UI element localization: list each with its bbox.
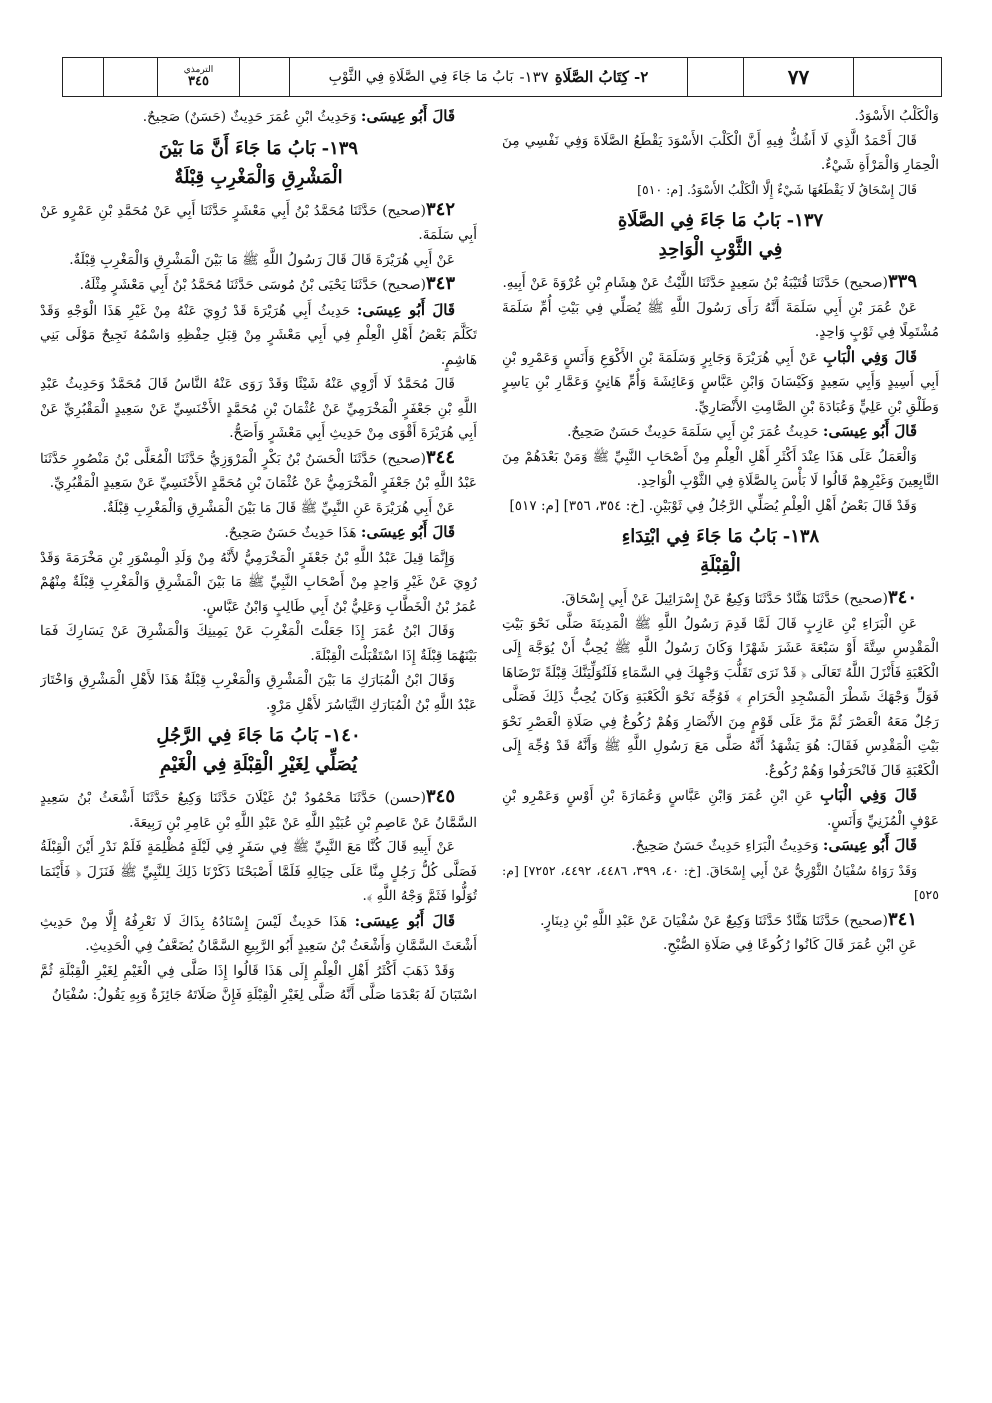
text-paragraph: وَإِنَّمَا قِيلَ عَبْدُ اللَّهِ بْنُ جَعْفَرٍ الْمَخْرَمِيُّ لأَنَّهُ مِنْ وَلَدِ الْمِسْوَرِ بْنِ مَخْرَمَةَ وَقَدْ رُوِيَ عَنْ غَيْرِ وَاحِدٍ مِنْ أَصْحَابِ النَّبِيِّ ﷺ مَا بَيْنَ الْمَشْرِقِ وَالْمَغْرِبِ قِبْلَةٌ مِنْهُمْ عُمَرُ بْنُ الْخَطَّابِ وَعَلِيُّ بْنُ أَبِي طَالِبٍ وَابْنُ عَبَّاسٍ. (40, 549, 477, 615)
isa-label: قَالَ أَبُو عِيسَى: (354, 911, 455, 930)
isa-text: وَحَدِيثُ الْبَرَاءِ حَدِيثٌ حَسَنٌ صَحِيحٌ. (631, 838, 819, 854)
isa-label: قَالَ أَبُو عِيسَى: (360, 523, 455, 541)
hadith-339 (502, 270, 939, 296)
isa-text: حَدِيثُ أَبِي هُرَيْرَةَ قَدْ رُوِيَ عَنْهُ مِنْ غَيْرِ هَذَا الْوَجْهِ وَقَدْ تَكَلَّمَ بَعْضُ أَهْلِ الْعِلْمِ فِي أَبِي مَعْشَرٍ مِنْ قِبَلِ حِفْظِهِ وَاسْمُهُ نَجِيحٌ مَوْلَى بَنِي هَاشِمٍ. (40, 302, 477, 368)
text-paragraph: وَقَالَ ابْنُ عُمَرَ إِذَا جَعَلْتَ الْمَغْرِبَ عَنْ يَمِينِكَ وَالْمَشْرِقَ عَنْ يَسَارِكَ فَمَا بَيْنَهُمَا قِبْلَةٌ إِذَا اسْتَقْبَلْتَ الْقِبْلَةَ. (40, 623, 477, 664)
chapter-separator: ١٣٧- (519, 68, 549, 86)
hadith-matn: عَنْ أَبِي هُرَيْرَةَ عَنِ النَّبِيِّ ﷺ قَالَ مَا بَيْنَ الْمَشْرِقِ وَالْمَغْرِبِ قِبْلَةٌ. (102, 499, 455, 516)
hadith-isnad: (صحيح) حَدَّثَنَا مُحَمَّدُ بْنُ أَبِي مَعْشَرٍ حَدَّثَنَا أَبِي عَنْ مُحَمَّدِ بْنِ عَمْرٍو عَنْ أَبِي سَلَمَةَ. (40, 202, 477, 243)
heading-line: ١٣٩- بَابُ مَا جَاءَ أَنَّ مَا بَيْنَ (158, 137, 359, 159)
hadith-343 (40, 272, 477, 298)
section-heading-138 (502, 522, 939, 580)
hadith-isnad: (حسن) حَدَّثَنَا مَحْمُودُ بْنُ غَيْلَانَ حَدَّثَنَا وَكِيعٌ حَدَّثَنَا أَشْعَثُ بْنُ سَعِيدٍ السَّمَّانُ عَنْ عَاصِمِ بْنِ عُبَيْدِ اللَّهِ عَنْ عَبْدِ اللَّهِ بْنِ عَامِرِ بْنِ رَبِيعَةَ. (40, 790, 477, 831)
header-chapter (289, 58, 687, 96)
bab-note (502, 345, 939, 420)
isa-note (40, 520, 477, 546)
hadith-matn: عَنِ ابْنِ عُمَرَ قَالَ كَانُوا رُكُوعًا فِي صَلَاةِ الصُّبْحِ. (663, 937, 917, 953)
hadith-isnad: (صحيح) حَدَّثَنَا يَحْيَى بْنُ مُوسَى حَدَّثَنَا مُحَمَّدُ بْنُ أَبِي مَعْشَرٍ مِثْلَهُ. (79, 277, 426, 293)
hadith-341 (502, 908, 939, 934)
hadith-344 (40, 446, 477, 496)
hadith-matn: عَنْ أَبِي هُرَيْرَةَ قَالَ قَالَ رَسُولُ اللَّهِ ﷺ مَا بَيْنَ الْمَشْرِقِ وَالْمَغْرِبِ قِبْلَةٌ. (69, 251, 455, 268)
hadith-number: ٣٤٣ (425, 273, 455, 294)
text-paragraph: قَالَ مُحَمَّدٌ لَا أَرْوِي عَنْهُ شَيْئًا وَقَدْ رَوَى عَنْهُ النَّاسُ قَالَ مُحَمَّدٌ وَحَدِيثُ عَبْدِ اللَّهِ بْنِ جَعْفَرٍ الْمَخْرَمِيِّ عَنْ عُثْمَانَ بْنِ مُحَمَّدٍ الأَخْنَسِيِّ عَنْ سَعِيدٍ الْمَقْبُرِيِّ عَنْ أَبِي هُرَيْرَةَ أَقْوَى مِنْ حَدِيثِ أَبِي مَعْشَرٍ وَأَصَحُّ. (40, 376, 477, 441)
heading-line: يُصَلِّي لِغَيْرِ الْقِبْلَةِ فِي الْغَيْمِ (160, 754, 357, 775)
isa-note (40, 298, 477, 373)
isa-label: قَالَ أَبُو عِيسَى: (822, 422, 917, 440)
text-paragraph: وَالْكَلْبُ الأَسْوَدُ. (854, 108, 939, 124)
hadith-number: ٣٤٢ (425, 198, 455, 220)
hadith-342 (40, 198, 477, 248)
hadith-isnad: (صحيح) حَدَّثَنَا الْحَسَنُ بْنُ بَكْرٍ الْمَرْوَزِيُّ حَدَّثَنَا الْمُعَلَّى بْنُ مَنْصُورٍ حَدَّثَنَا عَبْدُ اللَّهِ بْنُ جَعْفَرٍ الْمَخْرَمِيُّ عَنْ عُثْمَانَ بْنِ مُحَمَّدٍ الأَخْنَسِيِّ عَنْ سَعِيدٍ الْمَقْبُرِيِّ. (40, 450, 477, 491)
isa-text: هَذَا حَدِيثٌ حَسَنٌ صَحِيحٌ. (224, 525, 357, 541)
isa-note (40, 909, 477, 959)
book-name: الترمذي (183, 65, 214, 75)
hadith-isnad: (صحيح) حَدَّثَنَا هَنَّادٌ حَدَّثَنَا وَكِيعٌ عَنْ سُفْيَانَ عَنْ عَبْدِ اللَّهِ بْنِ دِينَارٍ. (540, 912, 888, 929)
text-paragraph: وَقَدْ رَوَاهُ سُفْيَانُ الثَّوْرِيُّ عَنْ أَبِي إِسْحَاقَ. [خ: ٤٠، ٣٩٩، ٤٤٨٦، ٤٤٩٢، ٧٢٥٢] [م: ٥٢٥] (502, 862, 939, 902)
text-paragraph: وَالْعَمَلُ عَلَى هَذَا عِنْدَ أَكْثَرِ أَهْلِ الْعِلْمِ مِنْ أَصْحَابِ النَّبِيِّ ﷺ وَمَنْ بَعْدَهُمْ مِنَ التَّابِعِينَ وَغَيْرِهِمْ قَالُوا لَا بَأْسَ بِالصَّلَاةِ فِي الثَّوْبِ الْوَاحِدِ. (502, 448, 939, 489)
text-paragraph: وَقَدْ ذَهَبَ أَكْثَرُ أَهْلِ الْعِلْمِ إِلَى هَذَا قَالُوا إِذَا صَلَّى فِي الْغَيْمِ لِغَيْرِ الْقِبْلَةِ ثُمَّ اسْتَبَانَ لَهُ بَعْدَمَا صَلَّى أَنَّهُ صَلَّى لِغَيْرِ الْقِبْلَةِ فَإِنَّ صَلَاتَهُ جَائِزَةٌ وَبِهِ يَقُولُ: سُفْيَانُ (40, 962, 477, 1003)
section-heading-137 (502, 206, 939, 264)
hadith-matn: عَنْ أَبِيهِ قَالَ كُنَّا مَعَ النَّبِيِّ ﷺ فِي سَفَرٍ فِي لَيْلَةٍ مُظْلِمَةٍ فَلَمْ نَدْرِ أَيْنَ الْقِبْلَةُ فَصَلَّى كُلُّ رَجُلٍ مِنَّا عَلَى حِيَالِهِ فَلَمَّا أَصْبَحْنَا ذَكَرْنَا ذَلِكَ لِلنَّبِيِّ ﷺ فَنَزَلَ ﴿ فَأَيْنَمَا تُوَلُّوا فَثَمَّ وَجْهُ اللَّهِ ﴾. (40, 839, 477, 904)
isa-text: هَذَا حَدِيثٌ لَيْسَ إِسْنَادُهُ بِذَاكَ لَا نَعْرِفُهُ إِلَّا مِنْ حَدِيثِ أَشْعَثَ السَّمَّانِ وَأَشْعَثُ بْنُ سَعِيدٍ أَبُو الرَّبِيعِ السَّمَّانُ يُضَعَّفُ فِي الْحَدِيثِ. (40, 913, 477, 954)
heading-line: فِي الثَّوْبِ الْوَاحِدِ (658, 239, 783, 260)
section-title: بَابُ مَا جَاءَ فِي الصَّلَاةِ فِي الثَّوْبِ (328, 69, 514, 85)
section-heading-140 (40, 721, 477, 779)
hadith-matn: عَنِ الْبَرَاءِ بْنِ عَازِبٍ قَالَ لَمَّا قَدِمَ رَسُولُ اللَّهِ ﷺ الْمَدِينَةَ صَلَّى نَحْوَ بَيْتِ الْمَقْدِسِ سِتَّةَ أَوْ سَبْعَةَ عَشَرَ شَهْرًا وَكَانَ رَسُولُ اللَّهِ ﷺ يُحِبُّ أَنْ يُوَجَّهَ إِلَى الْكَعْبَةِ فَأَنْزَلَ اللَّهُ تَعَالَى ﴿ قَدْ نَرَى تَقَلُّبَ وَجْهِكَ فِي السَّمَاءِ فَلَنُوَلِّيَنَّكَ قِبْلَةً تَرْضَاهَا فَوَلِّ وَجْهَكَ شَطْرَ الْمَسْجِدِ الْحَرَامِ ﴾ فَوُجِّهَ نَحْوَ الْكَعْبَةِ وَكَانَ يُحِبُّ ذَلِكَ فَصَلَّى رَجُلٌ مَعَهُ الْعَصْرَ ثُمَّ مَرَّ عَلَى قَوْمٍ مِنَ الأَنْصَارِ وَهُمْ رُكُوعٌ فِي صَلَاةِ الْعَصْرِ نَحْوَ بَيْتِ الْمَقْدِسِ فَقَالَ: هُوَ يَشْهَدُ أَنَّهُ صَلَّى مَعَ رَسُولِ اللَّهِ ﷺ وَأَنَّهُ قَدْ وُجِّهَ إِلَى الْكَعْبَةِ قَالَ فَانْحَرَفُوا وَهُمْ رُكُوعٌ. (502, 615, 939, 779)
hadith-number: ٣٣٩ (887, 271, 917, 292)
isa-text: حَدِيثُ عُمَرَ بْنِ أَبِي سَلَمَةَ حَدِيثٌ حَسَنٌ صَحِيحٌ. (567, 424, 819, 440)
hadith-340 (502, 586, 939, 612)
heading-line: الْقِبْلَةِ (700, 555, 741, 576)
bab-note (502, 783, 939, 833)
isa-note (502, 833, 939, 859)
isa-note (40, 104, 477, 130)
page-number: ٧٧ (743, 58, 853, 96)
section-heading-139 (40, 134, 477, 192)
bab-label: قَالَ وَفِي الْبَابِ (823, 347, 917, 366)
isa-text: وَحَدِيثُ ابْنِ عُمَرَ حَدِيثٌ (حَسَنٌ) صَحِيحٌ. (142, 109, 357, 125)
text-paragraph: قَالَ أَحْمَدُ الَّذِي لَا أَشُكُّ فِيهِ أَنَّ الْكَلْبَ الأَسْوَدَ يَقْطَعُ الصَّلَاةَ وَفِي نَفْسِي مِنَ الْحِمَارِ وَالْمَرْأَةِ شَيْءٌ. (502, 132, 939, 173)
isa-label: قَالَ أَبُو عِيسَى: (360, 107, 455, 125)
hadith-matn: عَنْ عُمَرَ بْنِ أَبِي سَلَمَةَ أَنَّهُ رَأَى رَسُولَ اللَّهِ ﷺ يُصَلِّي فِي بَيْتِ أُمِّ سَلَمَةَ مُشْتَمِلًا فِي ثَوْبٍ وَاحِدٍ. (502, 299, 939, 340)
hadith-isnad: (صحيح) حَدَّثَنَا هَنَّادٌ حَدَّثَنَا وَكِيعٌ عَنْ إِسْرَائِيلَ عَنْ أَبِي إِسْحَاقَ. (560, 591, 888, 607)
header-cell-empty (63, 58, 103, 96)
book-page-number: ٣٤٥ (188, 74, 209, 89)
heading-line: ١٤٠- بَابُ مَا جَاءَ فِي الرَّجُلِ (156, 725, 361, 746)
bab-text: عَنِ ابْنِ عُمَرَ وَابْنِ عَبَّاسٍ وَعُمَارَةَ بْنِ أَوْسٍ وَعَمْرِو بْنِ عَوْفٍ الْمُزَنِيِّ وَأَنَسٍ. (502, 788, 939, 829)
hadith-number: ٣٤٤ (425, 446, 455, 468)
bab-text: عَنْ أَبِي هُرَيْرَةَ وَجَابِرٍ وَسَلَمَةَ بْنِ الأَكْوَعِ وَأَنَسٍ وَعَمْرِو بْنِ أَبِي أَسِيدٍ وَأَبِي سَعِيدٍ وَكَيْسَانَ وَابْنِ عَبَّاسٍ وَعَائِشَةَ وَأُمِّ هَانِئٍ وَعَمَّارِ بْنِ يَاسِرٍ وَطَلْقِ بْنِ عَلِيٍّ وَعُبَادَةَ بْنِ الصَّامِتِ الأَنْصَارِيِّ. (502, 349, 939, 415)
hadith-number: ٣٤١ (887, 908, 917, 930)
bab-label: قَالَ وَفِي الْبَابِ (819, 786, 917, 804)
heading-line: ١٣٨- بَابُ مَا جَاءَ فِي ابْتِدَاءِ (621, 526, 820, 547)
header-cell-empty (687, 58, 743, 96)
text-paragraph: قَالَ إِسْحَاقُ لَا يَقْطَعُهَا شَيْءٌ إِلَّا الْكَلْبُ الأَسْوَدُ. [م: ٥١٠] (637, 181, 917, 197)
isa-note (502, 419, 939, 445)
isa-label: قَالَ أَبُو عِيسَى: (822, 836, 917, 854)
header-cell-empty (853, 58, 941, 96)
hadith-number: ٣٤٥ (425, 786, 455, 807)
hadith-number: ٣٤٠ (887, 587, 917, 608)
chapter-title: ٢- كِتَابُ الصَّلَاةِ (554, 68, 649, 86)
hadith-345 (40, 785, 477, 835)
header-cell-empty (239, 58, 289, 96)
header-book-ref (157, 58, 239, 96)
heading-line: ١٣٧- بَابُ مَا جَاءَ فِي الصَّلَاةِ (617, 210, 824, 231)
isa-label: قَالَ أَبُو عِيسَى: (356, 300, 455, 319)
text-paragraph: وَقَالَ ابْنُ الْمُبَارَكِ مَا بَيْنَ الْمَشْرِقِ وَالْمَغْرِبِ قِبْلَةٌ هَذَا لأَهْلِ الْمَشْرِقِ وَاخْتَارَ عَبْدُ اللَّهِ بْنُ الْمُبَارَكِ التَّيَاسُرَ لأَهْلِ مَرْوٍ. (40, 672, 477, 713)
right-column (502, 104, 939, 1294)
heading-line: الْمَشْرِقِ وَالْمَغْرِبِ قِبْلَةٌ (174, 166, 343, 188)
header-cell-empty (103, 58, 157, 96)
left-column (40, 104, 477, 1294)
running-header (62, 57, 942, 97)
text-paragraph: وَقَدْ قَالَ بَعْضُ أَهْلِ الْعِلْمِ يُصَلِّي الرَّجُلُ فِي ثَوْبَيْنِ. [خ: ٣٥٤، ٣٥٦] [م: ٥١٧] (509, 497, 917, 514)
hadith-isnad: (صحيح) حَدَّثَنَا قُتَيْبَةُ بْنُ سَعِيدٍ حَدَّثَنَا اللَّيْثُ عَنْ هِشَامِ بْنِ عُرْوَةَ عَنْ أَبِيهِ. (502, 275, 888, 291)
